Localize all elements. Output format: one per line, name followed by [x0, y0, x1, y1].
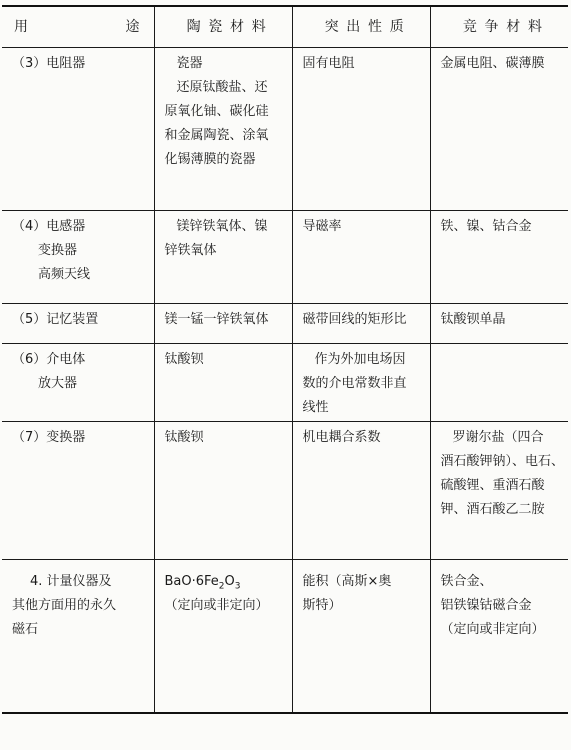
competitor-line: 酒石酸钾钠）、电石、	[440, 454, 565, 469]
ceramic-line: 钛酸钡	[164, 430, 204, 445]
ceramic-line: 瓷器	[176, 56, 203, 71]
formula-sub-1: 2	[218, 581, 225, 592]
ceramic-line: （定向或非定向）	[164, 598, 269, 613]
competitor-line: 钛酸钡单晶	[440, 312, 506, 327]
use-line: （4）电感器	[12, 219, 86, 234]
header-property	[292, 6, 430, 48]
use-cell	[2, 560, 154, 714]
use-cell	[2, 48, 154, 211]
ceramic-cell	[154, 422, 292, 560]
competitor-line: 罗谢尔盐（四合	[452, 430, 544, 445]
header-row	[2, 6, 568, 48]
property-line: 机电耦合系数	[302, 430, 381, 445]
competitor-line: 铝铁镍钴磁合金	[440, 598, 532, 613]
competitor-cell	[430, 304, 568, 344]
competitor-cell	[430, 422, 568, 560]
ceramic-cell	[154, 560, 292, 714]
property-cell	[292, 304, 430, 344]
header-use-b: 途	[125, 19, 140, 35]
competitor-line: 铁、镍、钴合金	[440, 219, 532, 234]
use-cell	[2, 422, 154, 560]
table-row	[2, 560, 568, 714]
use-line: 磁石	[12, 622, 39, 637]
table-row	[2, 211, 568, 304]
table-row	[2, 344, 568, 422]
ceramic-cell	[154, 304, 292, 344]
ceramic-line: 镁一锰一锌铁氧体	[164, 312, 269, 327]
property-cell	[292, 560, 430, 714]
competitor-cell	[430, 48, 568, 211]
use-line: 高频天线	[38, 267, 91, 282]
header-competitor-label: 竞争材料	[462, 19, 550, 35]
competitor-cell	[430, 560, 568, 714]
ceramic-line: 镁锌铁氧体、镍	[176, 219, 268, 234]
materials-table	[2, 5, 568, 714]
use-line: （6）介电体	[12, 352, 86, 367]
formula-sub-2: 3	[234, 581, 241, 592]
use-line: （5）记忆装置	[12, 312, 99, 327]
property-line: 能积（高斯×奥	[302, 574, 392, 589]
use-line: （3）电阻器	[12, 56, 86, 71]
header-ceramic	[154, 6, 292, 48]
ceramic-line: 原氧化铀、碳化硅	[164, 104, 269, 119]
property-line: 导磁率	[302, 219, 342, 234]
property-line: 磁带回线的矩形比	[302, 312, 407, 327]
property-cell	[292, 48, 430, 211]
property-cell	[292, 211, 430, 304]
use-line: 放大器	[38, 376, 78, 391]
competitor-line: 铁合金、	[440, 574, 493, 589]
header-ceramic-label: 陶瓷材料	[186, 19, 274, 35]
competitor-line: 硫酸锂、重酒石酸	[440, 478, 545, 493]
table-row	[2, 422, 568, 560]
formula-base: BaO·6Fe	[164, 574, 219, 589]
competitor-line: 钾、酒石酸乙二胺	[440, 502, 545, 517]
property-line: 作为外加电场因	[314, 352, 406, 367]
use-line: 其他方面用的永久	[12, 598, 117, 613]
table-row	[2, 48, 568, 211]
header-use-a: 用	[14, 19, 28, 35]
header-competitor	[430, 6, 568, 48]
ceramic-line: 钛酸钡	[164, 352, 204, 367]
use-line: （7）变换器	[12, 430, 86, 445]
ceramic-cell	[154, 211, 292, 304]
header-property-label: 突出性质	[324, 19, 412, 35]
property-line: 斯特）	[302, 598, 342, 613]
competitor-line: （定向或非定向）	[440, 622, 545, 637]
ceramic-cell	[154, 48, 292, 211]
table-row	[2, 304, 568, 344]
use-line: 4. 计量仪器及	[30, 574, 112, 589]
property-line: 固有电阻	[302, 56, 355, 71]
ceramic-formula	[165, 570, 286, 594]
use-cell	[2, 344, 154, 422]
header-use	[2, 6, 154, 48]
formula-mid: O	[224, 574, 235, 589]
property-cell	[292, 344, 430, 422]
ceramic-line: 锌铁氧体	[164, 243, 217, 258]
competitor-cell	[430, 344, 568, 422]
use-line: 变换器	[38, 243, 78, 258]
ceramic-line: 化锡薄膜的瓷器	[164, 152, 256, 167]
property-line: 线性	[302, 400, 329, 415]
property-line: 数的介电常数非直	[302, 376, 407, 391]
ceramic-line: 还原钛酸盐、还	[176, 80, 268, 95]
use-cell	[2, 211, 154, 304]
ceramic-line: 和金属陶瓷、涂氧	[164, 128, 269, 143]
competitor-cell	[430, 211, 568, 304]
ceramic-cell	[154, 344, 292, 422]
use-cell	[2, 304, 154, 344]
competitor-line: 金属电阻、碳薄膜	[440, 56, 545, 71]
property-cell	[292, 422, 430, 560]
